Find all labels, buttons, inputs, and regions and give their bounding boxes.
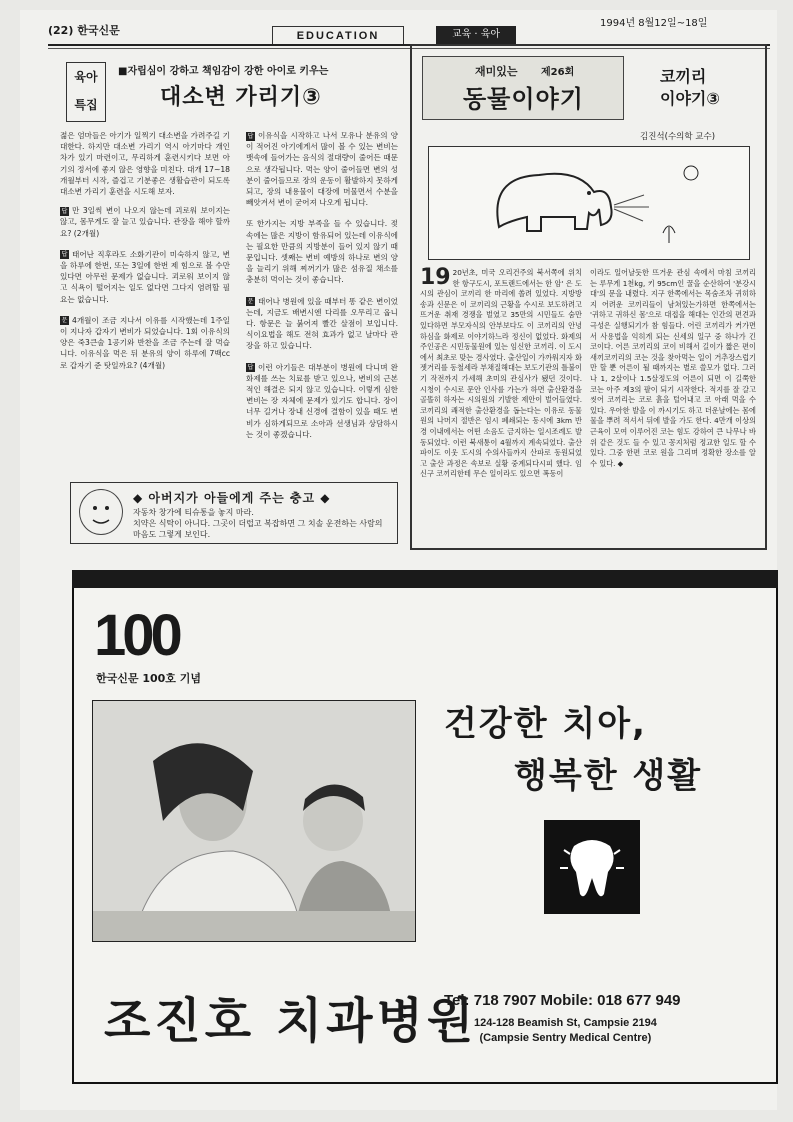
dental-advertisement xyxy=(72,570,778,1084)
qa-text: 4개월이 조금 지나서 이유를 시작했는데 1주일이 지나자 갑자기 변비가 되었습니다. 1회 이유식의 양은 죽3큰술 1공기와 반찬을 조금 주는데 잘 먹습니다. 이유식을 먹은 뒤 분유의 양이 하루에 7백cc로 갑자기 준 탓일까요? (4개월) xyxy=(60,315,230,370)
clinic-address xyxy=(474,1016,657,1046)
advice-line: 치약은 식탁이 아니다. 그곳이 더럽고 복잡하면 그 치솔 운전하는 사람의 마음도 그렇게 보인다. xyxy=(133,519,383,539)
animal-story-box xyxy=(410,44,767,550)
section-badge: 교육 · 육아 xyxy=(436,26,516,44)
story-dropcap: 19 xyxy=(420,265,451,290)
feature-subtitle: ■자립심이 강하고 책임감이 강한 아이로 키우는 xyxy=(118,66,329,77)
section-label: EDUCATION xyxy=(272,26,404,46)
feature-column-1 xyxy=(60,130,230,381)
address-line: (Campsie Sentry Medical Centre) xyxy=(479,1032,652,1044)
qa-text: 태어난 직후라도 소화기관이 미숙하지 않고, 변을 하루에 한번, 또는 3일에 한번 제 힘으로 볼 수만 있다면 아무런 문제가 없습니다. 괴로워 보이지 않고 식욕이 떨어지는 일도 없다면 그다지 염려할 필요는 없습니다. xyxy=(60,249,230,304)
feature-tag-top: 육아 xyxy=(74,70,98,84)
mother-child-photo xyxy=(92,700,416,942)
qa-item xyxy=(60,315,230,371)
clinic-phone: Tel: 718 7907 Mobile: 018 677 949 xyxy=(444,992,681,1009)
advice-title: ◆ 아버지가 아들에게 주는 충고 ◆ xyxy=(133,491,331,505)
issue-date: 1994년 8월12일~18일 xyxy=(600,18,708,29)
qa-mark: 답 xyxy=(247,132,254,140)
series-logo-fun: 재미있는 xyxy=(475,65,518,78)
feature-title: 대소변 가리기③ xyxy=(160,85,322,110)
advice-box xyxy=(70,482,398,544)
qa-text: 태어나 병원에 있을 때부터 똥 같은 변이었는데, 지금도 배변시엔 다리를 오무리고 웁니다. 항문은 늘 붉어져 빨간 살점이 보입니다. 식이요법을 해도 전혀 효과가 없고 날마다 관장을 하고 있습니다. xyxy=(246,296,398,351)
slogan-line-1: 건강한 치아, xyxy=(444,704,647,744)
story-author: 김진석(수의학 교수) xyxy=(640,132,716,142)
qa-mark: 문 xyxy=(247,298,254,306)
anniversary-label: 한국신문 100호 기념 xyxy=(96,672,202,685)
elephant-icon xyxy=(429,147,749,259)
qa-text: 이런 아기들은 대부분이 병원에 다니며 완화제를 쓰는 치료를 받고 있으나, 변비의 근본적인 해결은 되지 않고 있습니다. 이렇게 심한 변비는 장 자체에 문제가 있기도 합니다. 장이 너무 길거나 장내 신경에 결함이 있을 때도 변비가 심하게되므로 소아과 선생님과 상담하시는 것이 좋겠습니다. xyxy=(246,362,398,439)
qa-mark: 답 xyxy=(61,251,68,259)
story-text: 20년초, 미국 오리건주의 북서쪽에 위치한 항구도시, 포트랜드에서는 한 암' 은 도시의 관심이 코끼리 한 마리에 쏠려 있었다. 지방방송과 신문은 이 코끼리의 근황을 수시로 보도하려고 뜨거운 취재 경쟁을 벌였고 35만의 시민들도 숨만 있다하면 부모자식의 안부보다도 이 코끼리의 안녕하심을 화제로 이야기하느라 정신이 없었다. 화제의 주인공은 시민동물원에 있는 임신한 코끼리. 이 도시에서 최초로 맞는 경사였다. 출산일이 가까워지자 화젯거리를 동철세라 부채질해대는 보도기관의 틀불이기 작전까지 가세해 초미의 관심사가 됐던 것이다. 시청이 수시로 문안 인사를 가는가 하면 출산환경을 골똘히 하자는 시의원의 기발한 제안이 벌어들였다. 코끼리의 쾌적한 출산환경을 돕는다는 이유로 동물원의 나머지 절반은 임시 폐쇄되는 동시에 3km 반경 이내에서는 어떤 소음도 금지하는 일시조례도 발동되었다. 이런 북새통이 4월까지 계속되었다. 출산 파이도 이웃 도시의 수의사들까지 산파로 동원되었고 출산 과정은 속보로 실황 중계되다시피 했다. 임신구 코끼리한테 무슨 일이라도 있으면 폭동이 xyxy=(420,268,582,479)
qa-mark: 답 xyxy=(61,207,68,215)
series-logo xyxy=(422,56,624,120)
story-title xyxy=(660,66,720,110)
series-number: 제26회 xyxy=(541,67,575,78)
feature-tag xyxy=(66,62,106,122)
issue-label: (22) 한국신문 xyxy=(48,24,120,37)
qa-mark: 답 xyxy=(247,364,254,372)
slogan-line-2: 행복한 생활 xyxy=(514,756,703,796)
address-line: 124-128 Beamish St, Campsie 2194 xyxy=(474,1017,657,1029)
story-title-line: 코끼리 xyxy=(660,67,707,86)
qa-text: 이유식을 시작하고 나서 모유나 분유의 양이 적어진 아기에게서 많이 볼 수 있는 변비는 뱃속에 들어가는 음식의 절대량이 줄어든 때문으로 생각됩니다. 먹는 양이 줄어들면 변의 성분이 줄어들므로 장의 운동이 활발하지 못하게 되고, 장의 내용물이 대장에 머물면서 수분을 빼앗겨서 변이 굳어져 나오게 됩니다. xyxy=(246,131,398,208)
qa-mark: 문 xyxy=(61,317,68,325)
tooth-icon xyxy=(544,820,640,914)
feature-body: 또 한가지는 지방 부족을 들 수 있습니다. 젖 속에는 많은 지방이 함유되어 있는데 이유식에는 필요한 만큼의 지방분이 들어 있지 않기 때문입니다. 셋째는 변비 예방의 하나로 변의 양을 늘리기 위해 찌꺼기가 많은 섬유질 채소를 충분히 먹이는 것이 좋습니다. xyxy=(246,219,398,285)
anniversary-number: 100 xyxy=(94,603,179,668)
series-logo-title: 동물이야기 xyxy=(463,85,584,113)
advice-line: 자동차 창가에 티슈통을 놓지 마라. xyxy=(133,508,254,517)
qa-text: 만 3일씩 변이 나오지 않는데 괴로워 보이지는 않고, 몸무게도 잘 늘고 있습니다. 관장을 해야 할까요? (2개월) xyxy=(60,206,230,238)
cartoon-face-icon xyxy=(79,489,123,535)
qa-item xyxy=(60,205,230,239)
feature-column-2 xyxy=(246,130,398,450)
qa-item xyxy=(60,249,230,305)
advice-body xyxy=(133,507,389,540)
story-column-2: 이라도 일어날듯한 뜨거운 관심 속에서 마침 코끼리는 루무게 1천kg, 키 95cm인 꿀을 순산하여 '분강시대'의 문을 내렸다. 지구 한쪽에서는 목숨조차 귀히하지 어려운 코끼리들이 남쳐있는가하면 한쪽에서는 '귀하고 귀하신 몸'으로 대접을 해대는 인간의 편견과 극성은 실행되기가 참 힘들다. 어린 코끼리가 커가면서 사용법을 익히게 되는 신세의 일구 중 하나가 긴 코이다. 어른 코끼리의 코이 비해서 길이가 짧은 편이 새끼코끼리의 코는 것을 찾아먹는 일이 거추장스럽기만 할 뿐 어른이 될 때까지는 별로 쓸모가 없다. 그러나 1, 2살이나 1.5살정도의 어른이 되면 이 길쭉한 코는 아주 제3의 팔이 되기 시작한다. 적지를 잘 갈고 씻어 코끼리는 코로 흙을 털어내고 코 아래 먹을 수 있다. 우아한 발을 이 까시기도 하고 더운날에는 몸에 물을 뿌려 적셔서 뒤에 발을 가도 한다. 4만개 이상의 근육이 모여 이루어진 코는 힘도 강하여 큰 나무나 바위 같은 것도 들 수 있고 꽁지처럼 정교한 일도 할 수 있다. 그중 한편 코로 원을 그리며 정확한 장소를 알 수 있다. ◆ xyxy=(590,268,756,468)
qa-item xyxy=(246,130,398,208)
qa-item xyxy=(246,362,398,440)
ad-top-bar xyxy=(72,570,778,588)
clinic-name: 조진호 치과병원 xyxy=(104,993,478,1049)
feature-tag-bottom: 특집 xyxy=(74,98,98,112)
qa-item xyxy=(246,296,398,352)
elephant-illustration xyxy=(428,146,750,260)
story-column-1 xyxy=(420,265,582,480)
story-title-line: 이야기③ xyxy=(660,89,720,108)
feature-intro: 젊은 엄마들은 아기가 일찍기 대소변을 가려주길 기대한다. 하지만 대소변 가리기 역시 아기마다 개인차가 있기 마련이고, 무리하게 훈련시키다 보면 아기의 정서에 좋지 않은 영향을 미친다. 대개 17~18개월부터 시작, 즐겁고 기분좋은 생활습관이 되도록 대소변 가리기 훈련을 시도해 보자. xyxy=(60,131,230,197)
